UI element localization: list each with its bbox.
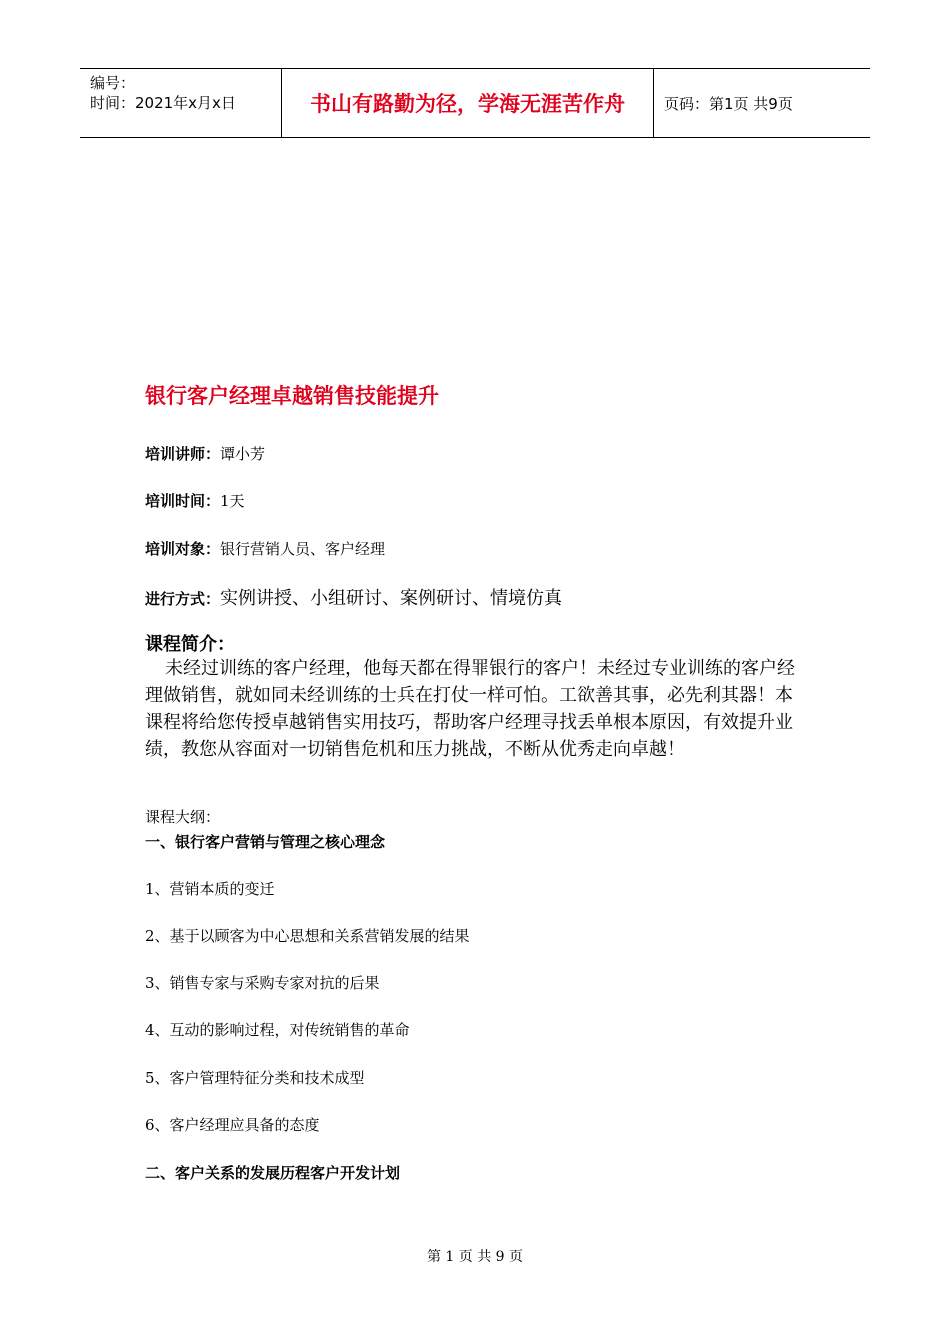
outline-heading: 课程大纲： [145, 808, 221, 826]
header-meta [80, 69, 282, 137]
info-method [145, 584, 562, 610]
info-value: 谭小芳 [220, 445, 266, 463]
info-audience [145, 538, 385, 559]
outline-item: 2、基于以顾客为中心思想和关系营销发展的结果 [145, 927, 470, 945]
info-trainer [145, 443, 265, 464]
info-duration [145, 490, 245, 511]
outline-item: 6、客户经理应具备的态度 [145, 1116, 320, 1134]
intro-paragraph: 未经过训练的客户经理，他每天都在得罪银行的客户！未经过专业训练的客户经理做销售，就如同未经训练的士兵在打仗一样可怕。工欲善其事，必先利其器！本课程将给您传授卓越销售实用技巧，帮助客户经理寻找丢单根本原因，有效提升业绩，教您从容面对一切销售危机和压力挑战，不断从优秀走向卓越！ [145, 658, 795, 760]
info-label: 培训时间： [145, 492, 221, 510]
info-label: 培训讲师： [145, 445, 221, 463]
time-label: 时间：2021年x月x日 [90, 94, 236, 112]
section-heading: 二、客户关系的发展历程客户开发计划 [145, 1164, 401, 1182]
outline-item: 4、互动的影响过程，对传统销售的革命 [145, 1021, 410, 1039]
page-header [80, 68, 870, 138]
info-label: 培训对象： [145, 540, 221, 558]
info-label: 进行方式： [145, 590, 221, 608]
header-motto: 书山有路勤为径，学海无涯苦作舟 [282, 69, 654, 137]
outline-item: 5、客户管理特征分类和技术成型 [145, 1069, 365, 1087]
info-value: 银行营销人员、客户经理 [220, 540, 386, 558]
info-value: 实例讲授、小组研讨、案例研讨、情境仿真 [220, 588, 563, 609]
code-label: 编号： [90, 74, 136, 92]
info-value: 1天 [220, 492, 245, 510]
header-page-number: 页码：第1页 共9页 [664, 94, 793, 113]
section-heading: 一、银行客户营销与管理之核心理念 [145, 833, 386, 851]
intro-heading: 课程简介： [145, 634, 235, 655]
document-title: 银行客户经理卓越销售技能提升 [145, 384, 439, 408]
outline-item: 1、营销本质的变迁 [145, 880, 275, 898]
page-footer: 第 1 页 共 9 页 [426, 1249, 524, 1265]
outline-item: 3、销售专家与采购专家对抗的后果 [145, 974, 380, 992]
